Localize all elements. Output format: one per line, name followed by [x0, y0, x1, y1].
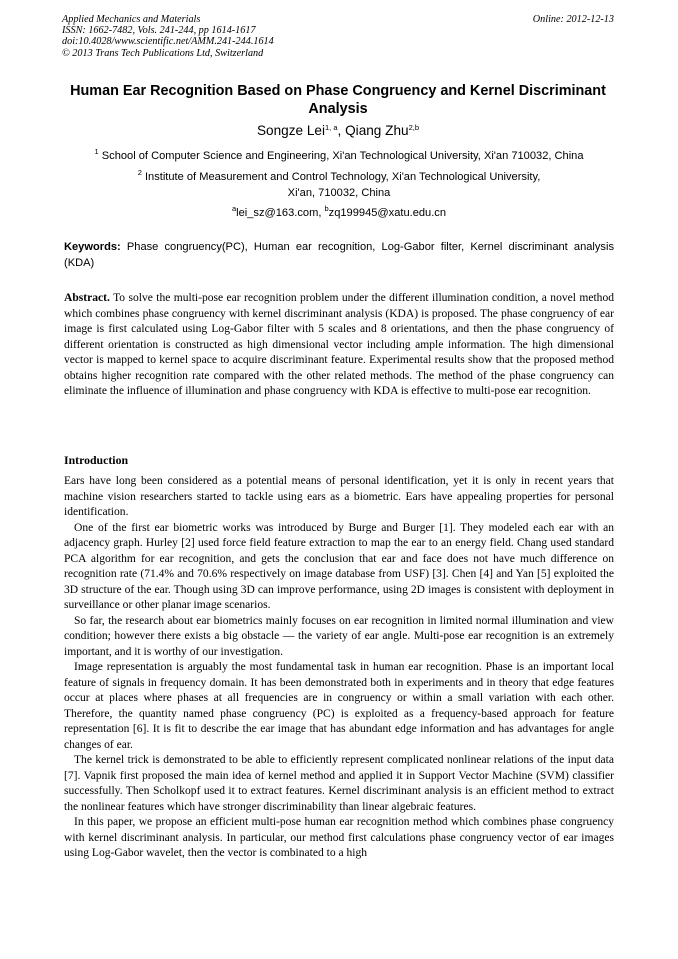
journal-name: Applied Mechanics and Materials	[62, 14, 201, 25]
paragraph: Ears have long been considered as a potential means of personal identification, yet it is only in recent years that machine vision researchers started to tackle using ears as a biometric. Ears have appealing properties for personal identification.	[64, 475, 614, 518]
affiliation-text: Institute of Measurement and Control Technology, Xi'an Technological University,	[144, 171, 541, 183]
paragraph: Image representation is arguably the most fundamental task in human ear recognition. Phase is an important local feature of signals in frequency domain. It has been demonstrated both in experiments and in theory that edge features occur at places where phases at all frequencies are in congruency or within a small variation with each other. Therefore, the quantity named phase congruency (PC) is exploited as a frequency-based approach for feature representation [6]. It is fit to describe the ear image that has abundant edge information and has advantages for angle changes of ear.	[64, 661, 614, 751]
publication-info	[62, 14, 274, 59]
keywords-label: Keywords:	[64, 241, 121, 253]
copyright-line: © 2013 Trans Tech Publications Ltd, Switzerland	[62, 47, 264, 59]
paragraph: The kernel trick is demonstrated to be able to efficiently represent complicated nonlinear relations of the input data [7]. Vapnik first proposed the main idea of kernel method and applied it in Support Vector Machine (SVM) classifier successfully. Then Scholkopf used it to extract features. Kernel discriminant analysis is an efficient method to extract the nonlinear features which have stronger discriminability than linear algebraic features.	[64, 754, 614, 813]
section-heading-introduction: Introduction	[64, 453, 129, 467]
paragraph: So far, the research about ear biometrics mainly focuses on ear recognition in limited normal illumination and view condition; however there exists a big obstacle — the variety of ear angle. Multi-pose ear recognition is an extremely important, and it is worthy of our investigation.	[64, 614, 614, 658]
abstract-text: To solve the multi-pose ear recognition problem under the different illumination condition, a novel method which combines phase congruency with kernel discriminant analysis (KDA) is proposed. The phase congruency of ear image is first calculated using Log-Gabor filter with 5 scales and 8 orientations, and then the phase congruency of different orientation is constructed as high dimensional vector including ample information. The high dimensional vector is mapped to kernel space to acquire discriminant feature. Experimental results show that the proposed method obtains higher recognition rate compared with the other related methods. The method of the phase congruency can eliminate the influence of illumination and phase congruency with KDA is effective to multi-pose ear recognition.	[64, 292, 614, 397]
affiliation-1	[40, 149, 638, 165]
email-list	[40, 206, 638, 222]
affiliation-text: School of Computer Science and Engineering, Xi'an Technological University, Xi'an 710032, China	[101, 150, 584, 162]
affiliation-line	[40, 170, 638, 186]
affiliation-2	[40, 170, 638, 201]
abstract-label: Abstract.	[64, 292, 110, 304]
email-separator: ,	[318, 207, 325, 219]
abstract	[64, 291, 614, 400]
affiliation-mark: 1	[94, 147, 99, 156]
author-list	[62, 122, 614, 140]
author-superscript: 2,b	[408, 123, 420, 132]
author-separator: ,	[337, 123, 346, 138]
paragraph: One of the first ear biometric works was introduced by Burge and Burger [1]. They modeled each ear with an adjacency graph. Hurley [2] used force field feature extraction to map the ear to an energy field. Chang used standard PCA algorithm for ear recognition, and gets the conclusion that ear and face does not have much difference on recognition rate (71.4% and 70.6% respectively on image database from USF) [3]. Chen [4] and Yan [5] exploited the 3D structure of the ear. Though using 3D can improve performance, using 2D images is consistent with deployment in surveillance or other planar image scenarios.	[64, 521, 614, 611]
author-superscript: 1, a	[325, 123, 338, 132]
introduction-body	[64, 474, 614, 862]
issn-line: ISSN: 1662-7482, Vols. 241-244, pp 1614-1617	[62, 25, 256, 37]
affiliation-line-2: Xi'an, 710032, China	[287, 186, 391, 199]
online-date: Online: 2012-12-13	[532, 14, 614, 25]
email-mark: a	[231, 204, 237, 213]
affiliation-mark: 2	[137, 168, 142, 177]
keywords	[64, 240, 614, 271]
paper-title: Human Ear Recognition Based on Phase Congruency and Kernel Discriminant Analysis	[70, 83, 606, 117]
paragraph: In this paper, we propose an efficient multi-pose human ear recognition method which combines phase congruency with kernel discriminant analysis. In particular, our method first calculations phase congruency vector of ear images using Log-Gabor wavelet, then the vector is combinated to a high	[64, 816, 614, 859]
author-name: Songze Lei	[256, 123, 326, 138]
keywords-text: Phase congruency(PC), Human ear recognition, Log-Gabor filter, Kernel discriminant analysis (KDA)	[64, 241, 614, 269]
email-address: zq199945@xatu.edu.cn	[328, 207, 447, 219]
author-name: Qiang Zhu	[345, 123, 409, 138]
doi-line: doi:10.4028/www.scientific.net/AMM.241-244.1614	[62, 36, 274, 48]
email-mark: b	[324, 204, 329, 213]
email-address: lei_sz@163.com	[236, 207, 319, 219]
